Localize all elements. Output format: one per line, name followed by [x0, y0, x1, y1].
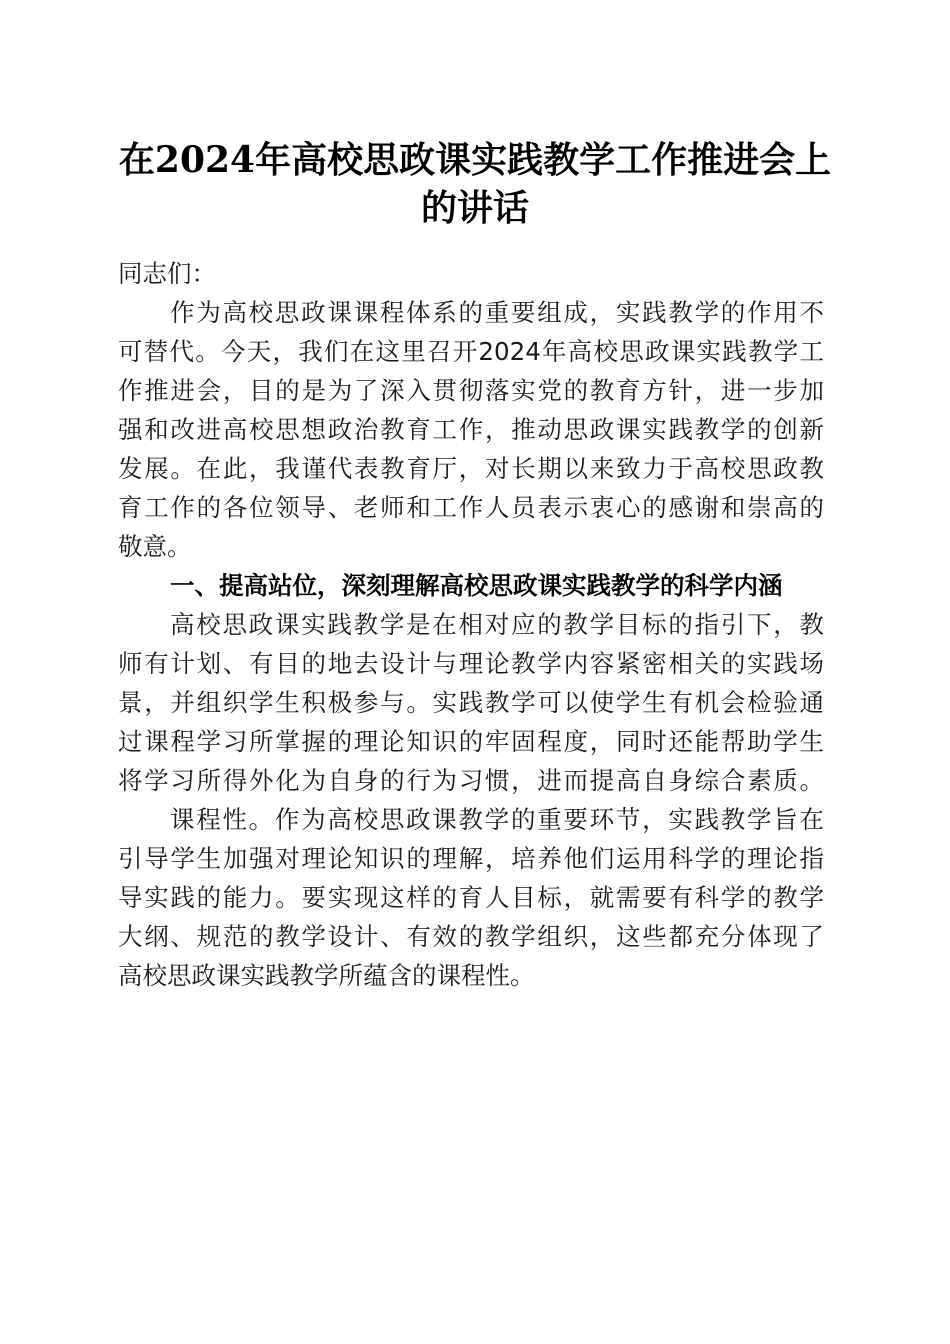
paragraph-1-line-6: 育工作的各位领导、老师和工作人员表示衷心的感谢和崇高的	[118, 493, 824, 522]
paragraph-1-line-3: 作推进会，目的是为了深入贯彻落实党的教育方针，进一步加	[118, 376, 824, 405]
document-title-line-1: 在2024年高校思政课实践教学工作推进会上	[118, 139, 832, 181]
section-paragraph-2-line-2: 引导学生加强对理论知识的理解，培养他们运用科学的理论指	[118, 844, 824, 873]
section-paragraph-2-line-3: 导实践的能力。要实现这样的育人目标，就需要有科学的教学	[118, 883, 824, 912]
section-paragraph-1-line-5: 将学习所得外化为自身的行为习惯，进而提高自身综合素质。	[118, 766, 824, 795]
section-paragraph-1-line-1: 高校思政课实践教学是在相对应的教学目标的指引下，教	[170, 610, 824, 639]
section-paragraph-2-line-5: 高校思政课实践教学所蕴含的课程性。	[118, 961, 535, 990]
paragraph-1-line-4: 强和改进高校思想政治教育工作，推动思政课实践教学的创新	[118, 415, 824, 444]
section-paragraph-1-line-3: 景，并组织学生积极参与。实践教学可以使学生有机会检验通	[118, 688, 824, 717]
section-paragraph-2-line-1: 课程性。作为高校思政课教学的重要环节，实践教学旨在	[170, 805, 824, 834]
section-paragraph-1-line-4: 过课程学习所掌握的理论知识的牢固程度，同时还能帮助学生	[118, 727, 824, 756]
paragraph-1-line-7: 敬意。	[118, 532, 192, 561]
paragraph-1-line-5: 发展。在此，我谨代表教育厅，对长期以来致力于高校思政教	[118, 454, 824, 483]
paragraph-1-line-2: 可替代。今天，我们在这里召开2024年高校思政课实践教学工	[118, 337, 824, 366]
section-paragraph-2-line-4: 大纲、规范的教学设计、有效的教学组织，这些都充分体现了	[118, 922, 824, 951]
paragraph-1-line-1: 作为高校思政课课程体系的重要组成，实践教学的作用不	[170, 298, 824, 327]
section-paragraph-1-line-2: 师有计划、有目的地去设计与理论教学内容紧密相关的实践场	[118, 649, 824, 678]
salutation: 同志们：	[118, 259, 216, 288]
document-title-line-2: 的讲话	[420, 187, 529, 229]
section-heading: 一、提高站位，深刻理解高校思政课实践教学的科学内涵	[170, 571, 783, 600]
